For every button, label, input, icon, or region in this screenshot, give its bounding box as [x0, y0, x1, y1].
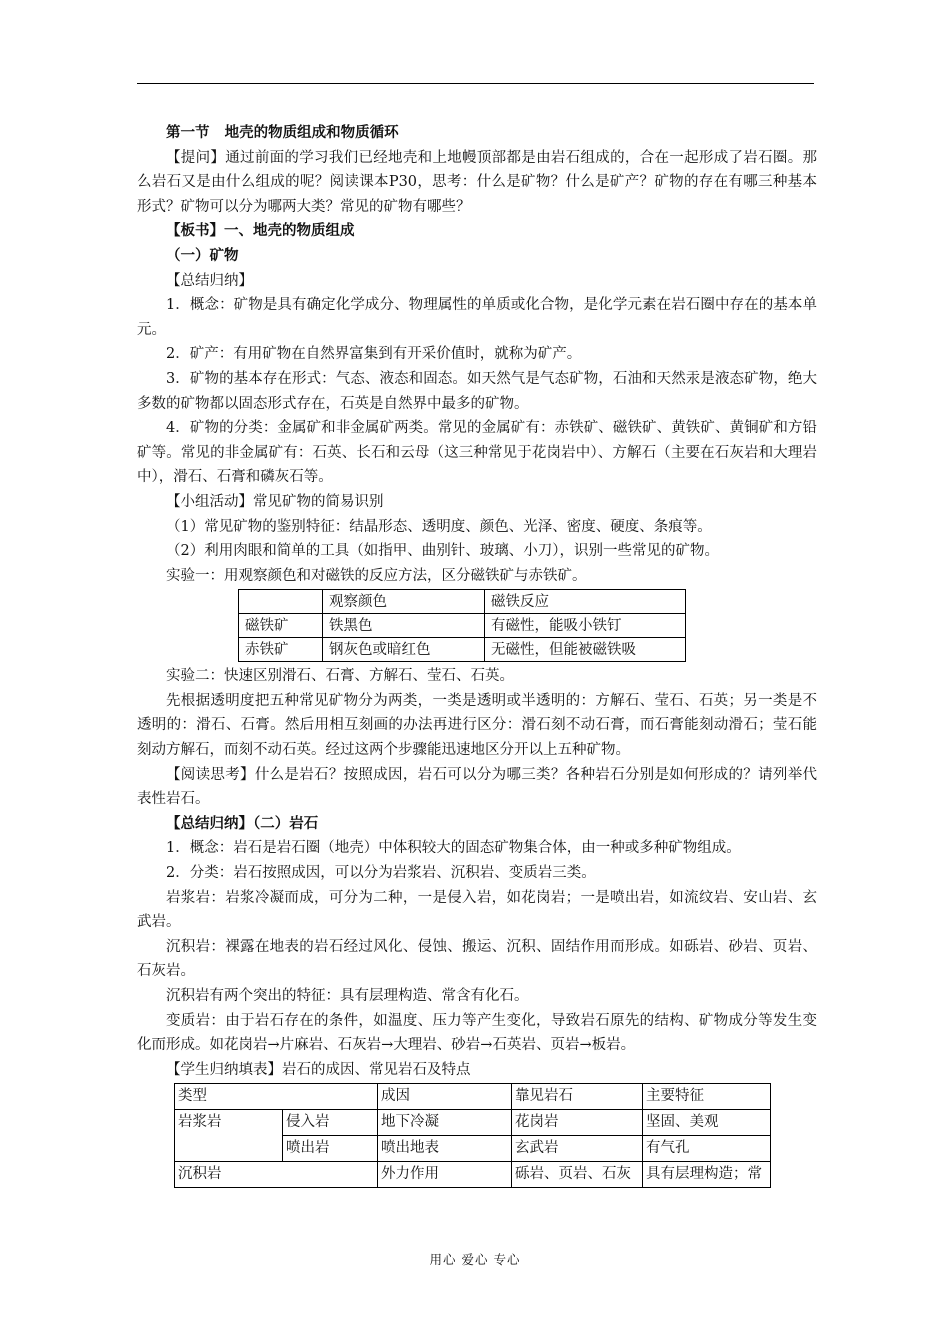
rock-point: 岩浆岩：岩浆冷凝而成，可分为二种，一是侵入岩，如花岗岩；一是喷出岩，如流纹岩、安山岩、玄武岩。 [137, 889, 817, 931]
mineral-point: 2．矿产：有用矿物在自然界富集到有开采价值时，就称为矿产。 [166, 346, 582, 363]
mineral-point: 3．矿物的基本存在形式：气态、液态和固态。如天然气是气态矿物，石油和天然汞是液态矿物，绝大多数的矿物都以固态形式存在，石英是自然界中最多的矿物。 [137, 370, 817, 412]
table-cell: 坚固、美观 [643, 1110, 771, 1136]
table-cell: 主要特征 [643, 1084, 771, 1110]
table-cell: 喷出岩 [283, 1136, 378, 1162]
table-row [175, 1084, 771, 1110]
board-heading: 【板书】一、地壳的物质组成 [166, 222, 355, 240]
table-cell: 有气孔 [643, 1136, 771, 1162]
table-cell: 有磁性，能吸小铁钉 [485, 614, 686, 638]
minerals-heading: （一）矿物 [166, 246, 239, 264]
table-cell [239, 590, 323, 614]
table-cell: 磁铁矿 [239, 614, 323, 638]
question-tag: 【提问】 [166, 149, 226, 166]
table-cell: 喷出地表 [378, 1136, 512, 1162]
document-body [137, 121, 817, 1188]
table-cell: 观察颜色 [323, 590, 485, 614]
experiment-one: 实验一：用观察颜色和对磁铁的反应方法，区分磁铁矿与赤铁矿。 [166, 567, 587, 584]
rock-point: 变质岩：由于岩石存在的条件，如温度、压力等产生变化，导致岩石原先的结构、矿物成分等发生变化而形成。如花岗岩→片麻岩、石灰岩→大理岩、砂岩→石英岩、页岩→板岩。 [137, 1012, 817, 1054]
table-cell: 砾岩、页岩、石灰 [512, 1162, 643, 1188]
experiment-two-text: 先根据透明度把五种常见矿物分为两类，一类是透明或半透明的：方解石、莹石、石英；另一类是不透明的：滑石、石膏。然后用相互刻画的办法再进行区分：滑石刻不动石膏，而石膏能刻动滑石；莹石能刻动方解石，而刻不动石英。经过这两个步骤能迅速地区分开以上五种矿物。 [137, 692, 817, 759]
table-cell: 成因 [378, 1084, 512, 1110]
question-paragraph [137, 146, 817, 220]
mineral-comparison-table [238, 589, 686, 662]
table-row [239, 614, 686, 638]
header-rule [137, 83, 814, 84]
question-text: 通过前面的学习我们已经地壳和上地幔顶部都是由岩石组成的，合在一起形成了岩石圈。那么岩石又是由什么组成的呢？阅读课本P30，思考：什么是矿物？什么是矿产？矿物的存在有哪三种基本形式？矿物可以分为哪两大类？常见的矿物有哪些？ [137, 149, 818, 215]
rock-point: 2．分类：岩石按照成因，可以分为岩浆岩、沉积岩、变质岩三类。 [166, 865, 596, 882]
group-activity-heading: 【小组活动】常见矿物的简易识别 [166, 493, 384, 510]
reading-paragraph: 【阅读思考】什么是岩石？按照成因，岩石可以分为哪三类？各种岩石分别是如何形成的？请列举代表性岩石。 [137, 766, 817, 808]
table-cell: 靠见岩石 [512, 1084, 643, 1110]
table-cell: 花岗岩 [512, 1110, 643, 1136]
table-cell: 无磁性，但能被磁铁吸 [485, 638, 686, 662]
table-cell: 外力作用 [378, 1162, 512, 1188]
table-cell: 钢灰色或暗红色 [323, 638, 485, 662]
mineral-point: 1．概念：矿物是具有确定化学成分、物理属性的单质或化合物，是化学元素在岩石圈中存在的基本单元。 [137, 297, 817, 338]
table-cell: 侵入岩 [283, 1110, 378, 1136]
activity-item: （2）利用肉眼和简单的工具（如指甲、曲别针、玻璃、小刀），识别一些常见的矿物。 [166, 543, 719, 560]
table-cell: 沉积岩 [175, 1162, 378, 1188]
rock-point: 1．概念：岩石是岩石圈（地壳）中体积较大的固态矿物集合体，由一种或多种矿物组成。 [166, 840, 741, 857]
mineral-point: 4．矿物的分类：金属矿和非金属矿两类。常见的金属矿有：赤铁矿、磁铁矿、黄铁矿、黄铜矿和方铅矿等。常见的非金属矿有：石英、长石和云母（这三种常见于花岗岩中）、方解石（主要在石灰岩和大理岩中），滑石、石膏和磷灰石等。 [137, 420, 817, 486]
page-footer: 用心 爱心 专心 [429, 1252, 521, 1267]
table-cell: 赤铁矿 [239, 638, 323, 662]
table-cell: 铁黑色 [323, 614, 485, 638]
table-cell: 具有层理构造；常 [643, 1162, 771, 1188]
experiment-two: 实验二：快速区别滑石、石膏、方解石、莹石、石英。 [166, 668, 514, 685]
table-row [175, 1110, 771, 1136]
table-cell: 玄武岩 [512, 1136, 643, 1162]
table-cell: 磁铁反应 [485, 590, 686, 614]
rock-point: 沉积岩有两个突出的特征：具有层理构造、常含有化石。 [166, 988, 529, 1004]
table-row [239, 638, 686, 662]
table-cell: 类型 [175, 1084, 378, 1110]
rock-summary-table [174, 1083, 771, 1188]
rocks-heading: 【总结归纳】（二）岩石 [166, 814, 319, 832]
summary-heading: 【总结归纳】 [166, 272, 253, 289]
table-row [239, 590, 686, 614]
table-cell: 地下冷凝 [378, 1110, 512, 1136]
rock-point: 沉积岩：裸露在地表的岩石经过风化、侵蚀、搬运、沉积、固结作用而形成。如砾岩、砂岩、页岩、石灰岩。 [137, 938, 817, 980]
activity-item: （1）常见矿物的鉴别特征：结晶形态、透明度、颜色、光泽、密度、硬度、条痕等。 [166, 518, 712, 535]
table-caption: 【学生归纳填表】岩石的成因、常见岩石及特点 [166, 1061, 471, 1078]
table-cell: 岩浆岩 [175, 1110, 283, 1162]
table-row [175, 1162, 771, 1188]
section-title: 第一节 地壳的物质组成和物质循环 [166, 124, 399, 141]
